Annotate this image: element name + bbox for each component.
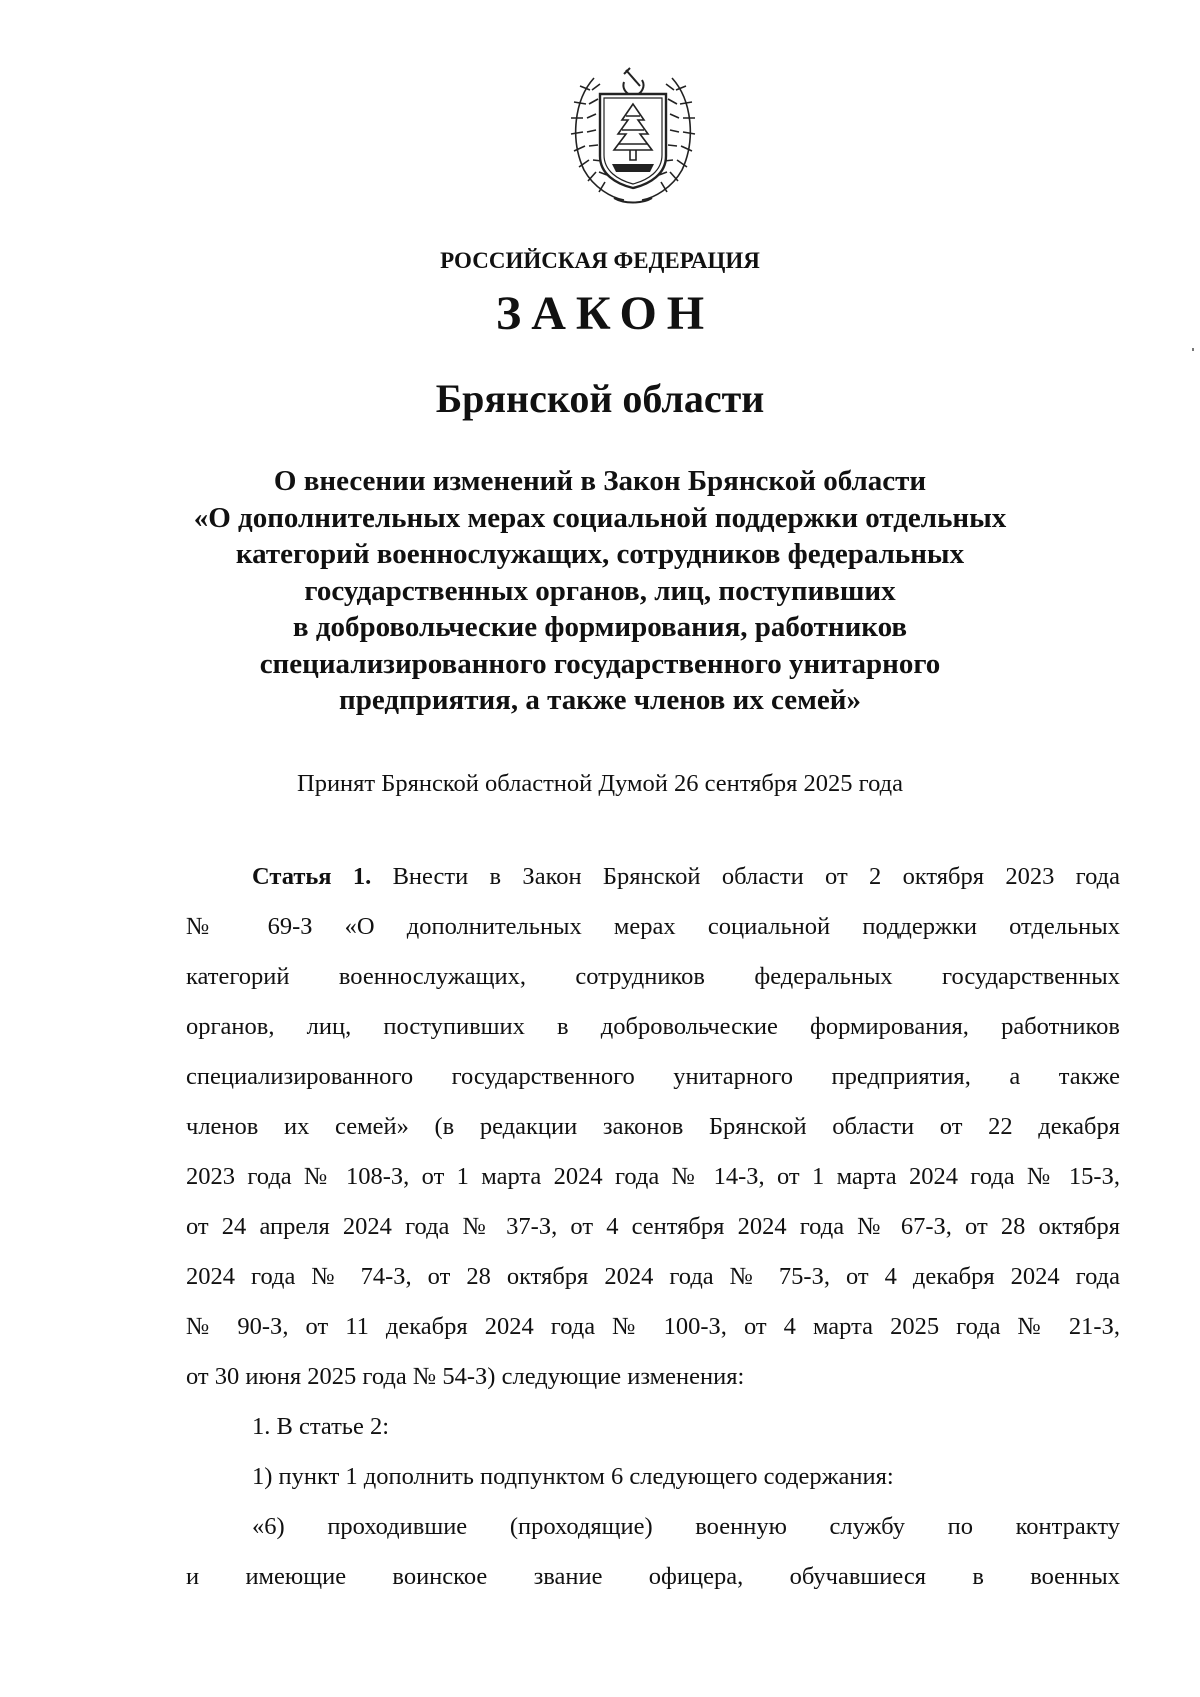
scan-speck: [1192, 348, 1194, 351]
item-1: 1. В статье 2:: [252, 1413, 390, 1440]
article-line: специализированного государственного унитарного предприятия, а также: [186, 1063, 1120, 1090]
quoted-subitem-line: и имеющие воинское звание офицера, обучавшиеся в военных: [186, 1563, 1120, 1590]
article-first-line: [186, 862, 1120, 892]
title-line: специализированного государственного унитарного: [259, 647, 941, 680]
article-line: 2023 года № 108-З, от 1 марта 2024 года № 14-З, от 1 марта 2024 года № 15-З,: [186, 1163, 1120, 1190]
region-name: Брянской области: [435, 376, 765, 421]
article-line: членов их семей» (в редакции законов Брянской области от 22 декабря: [186, 1113, 1120, 1140]
article-first-line-text: Внести в Закон Брянской области от 2 октября 2023 года: [371, 863, 1120, 890]
article-line: 2024 года № 74-З, от 28 октября 2024 года № 75-З, от 4 декабря 2024 года: [186, 1263, 1120, 1290]
title-line: предприятия, а также членов их семей»: [339, 684, 861, 716]
article-line: от 24 апреля 2024 года № 37-З, от 4 сентября 2024 года № 67-З, от 28 октября: [186, 1213, 1120, 1240]
title-line: в добровольческие формирования, работников: [292, 611, 908, 643]
subitem-1: 1) пункт 1 дополнить подпунктом 6 следующего содержания:: [252, 1463, 894, 1490]
adoption-note: Принят Брянской областной Думой 26 сентября 2025 года: [297, 770, 903, 797]
article-line: № 69-З «О дополнительных мерах социальной поддержки отдельных: [186, 913, 1120, 940]
quoted-subitem-line: «6) проходившие (проходящие) военную службу по контракту: [252, 1513, 1120, 1540]
article-line: № 90-З, от 11 декабря 2024 года № 100-З, от 4 марта 2025 года № 21-З,: [186, 1313, 1120, 1340]
title-line: «О дополнительных мерах социальной поддержки отдельных: [193, 501, 1007, 534]
title-line: государственных органов, лиц, поступивших: [304, 574, 896, 607]
article-last-line: от 30 июня 2025 года № 54-З) следующие изменения:: [186, 1363, 745, 1390]
article-label: Статья 1.: [252, 863, 372, 890]
article-line: органов, лиц, поступивших в добровольческие формирования, работников: [186, 1013, 1120, 1040]
title-line: О внесении изменений в Закон Брянской области: [273, 465, 927, 497]
country-name: РОССИЙСКАЯ ФЕДЕРАЦИЯ: [440, 248, 760, 273]
law-title: [0, 463, 1200, 719]
document-type: ЗАКОН: [495, 287, 715, 340]
title-line: категорий военнослужащих, сотрудников федеральных: [235, 538, 965, 570]
coat-of-arms-emblem: [564, 60, 702, 206]
article-line: категорий военнослужащих, сотрудников федеральных государственных: [186, 963, 1120, 990]
